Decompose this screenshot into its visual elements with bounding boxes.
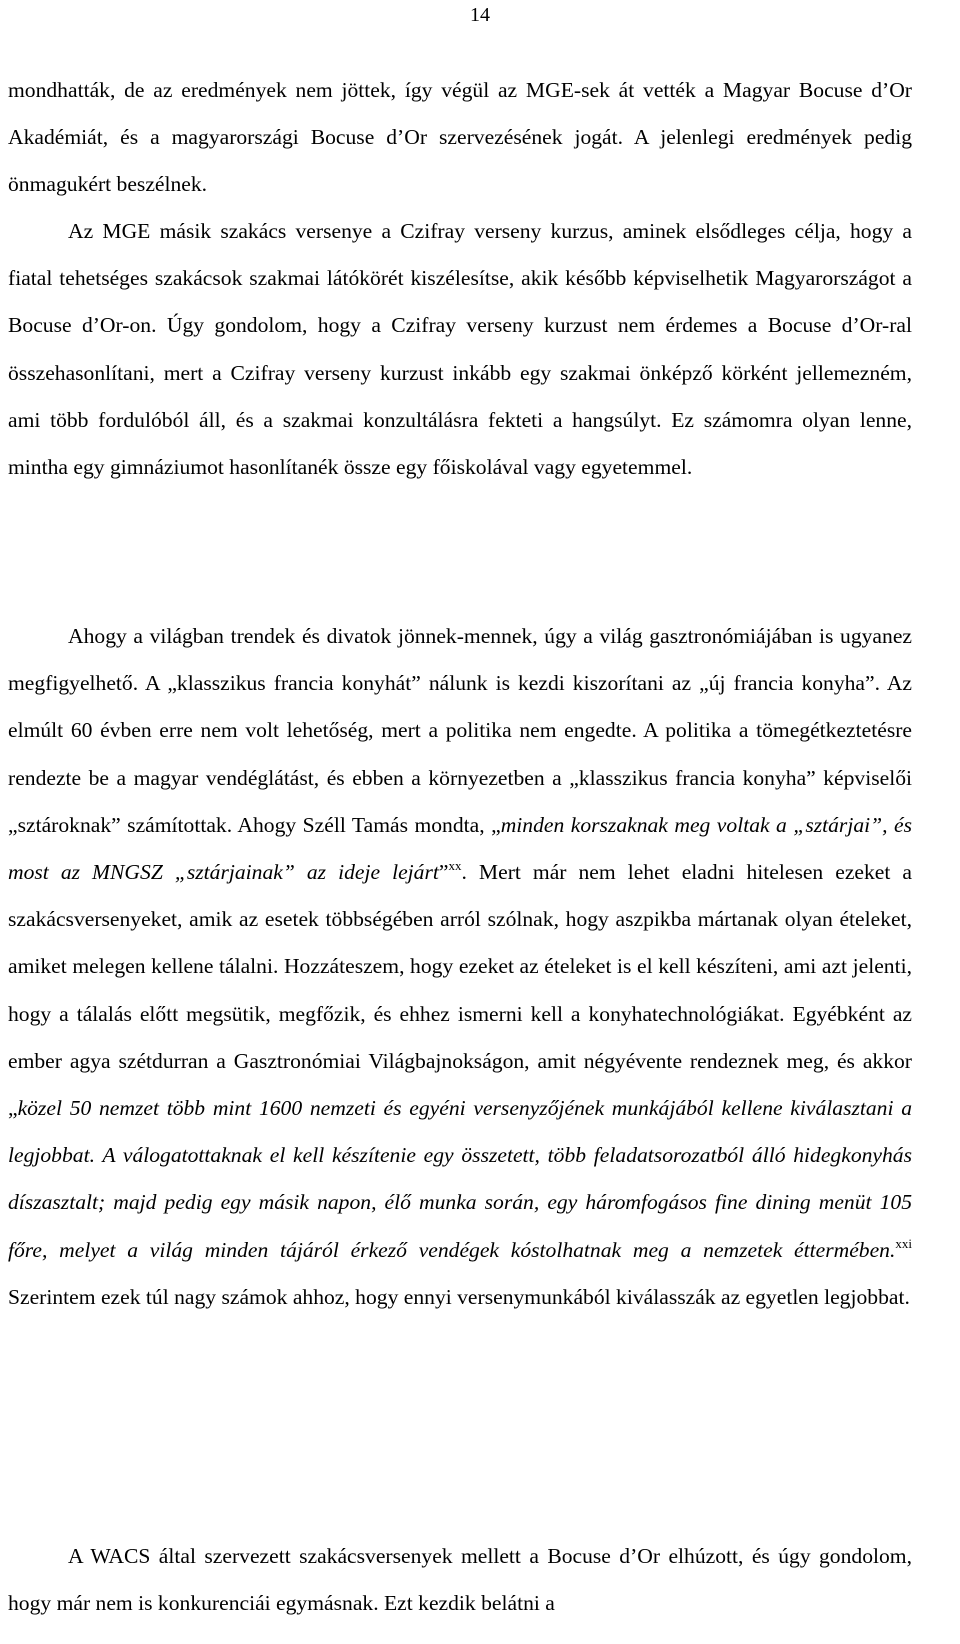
paragraph-3-text-a: Ahogy a világban trendek és divatok jönnek-mennek, úgy a világ gasztronómiájában is ugyanez megfigyelhető. A „klasszikus francia konyhát” nálunk is kezdi kiszorítani az „új francia konyha”. Az elmúlt 60 évben erre nem volt lehetőség, mert a politika nem engedte. A politika a tömegétkeztetésre rendezte be a magyar vendéglátást, és ebben a környezetben a „klasszikus francia konyha” képviselői „sztároknak” számítottak. Ahogy Széll Tamás mondta, „: [8, 624, 912, 837]
footnote-ref-xx: xx: [448, 858, 462, 874]
quote-world-championship: közel 50 nemzet több mint 1600 nemzeti és egyéni versenyzőjének munkájából kellene kiválasztani a legjobbat. A válogatottaknak el kell készítenie egy összetett, több feladatsorozatból álló hidegkonyhás díszasztalt; majd pedig egy másik napon, élő munka során, egy háromfogásos fine dining menüt 105 főre, melyet a világ minden tájáról érkező vendégek kóstolhatnak meg a nemzetek éttermében.: [8, 1096, 912, 1262]
paragraph-3: [8, 613, 912, 1321]
paragraph-4: A WACS által szervezett szakácsversenyek mellett a Bocuse d’Or elhúzott, és úgy gondolom, hogy már nem is konkurenciái egymásnak. Ezt kezdik belátni a: [8, 1544, 912, 1616]
paragraph-1: mondhatták, de az eredmények nem jöttek, így végül az MGE-sek át vették a Magyar Bocuse d’Or Akadémiát, és a magyarországi Bocuse d’Or szervezésének jogát. A jelenlegi eredmények pedig önmagukért beszélnek.: [8, 78, 912, 197]
paragraph-3-text-b: ”: [438, 860, 449, 885]
paragraph-3-text-d: Szerintem ezek túl nagy számok ahhoz, hogy ennyi versenymunkából kiválasszák az egyetlen legjobbat.: [8, 1284, 910, 1309]
paragraph-2: Az MGE másik szakács versenye a Czifray verseny kurzus, aminek elsődleges célja, hogy a fiatal tehetséges szakácsok szakmai látókörét kiszélesítse, akik később képviselhetik Magyarországot a Bocuse d’Or-on. Úgy gondolom, hogy a Czifray verseny kurzust nem érdemes a Bocuse d’Or-ral összehasonlítani, mert a Czifray verseny kurzust inkább egy szakmai önképző körként jellemezném, ami több fordulóból áll, és a szakmai konzultálásra fekteti a hangsúlyt. Ez számomra olyan lenne, mintha egy gimnáziumot hasonlítanék össze egy főiskolával vagy egyetemmel.: [8, 219, 912, 480]
paragraph-3-text-c: . Mert már nem lehet eladni hitelesen ezeket a szakácsversenyeket, amik az esetek többségében arról szólnak, hogy aszpikba mártanak olyan ételeket, amiket melegen kellene tálalni. Hozzáteszem, hogy ezeket az ételeket is el kell készíteni, ami azt jelenti, hogy a tálalás előtt megsütik, megfőzik, és ehhez ismerni kell a konyhatechnológiákat. Egyébként az ember agya szétdurran a Gasztronómiai Világbajnokságon, amit négyévente rendeznek meg, és akkor „: [8, 860, 912, 1121]
quote-szell-tamas: minden korszaknak meg voltak a „sztárjai”, és most az MNGSZ „sztárjainak” az ideje lejárt: [8, 812, 912, 885]
footnote-ref-xxi: xxi: [895, 1235, 912, 1251]
page-number: 14: [470, 4, 490, 26]
